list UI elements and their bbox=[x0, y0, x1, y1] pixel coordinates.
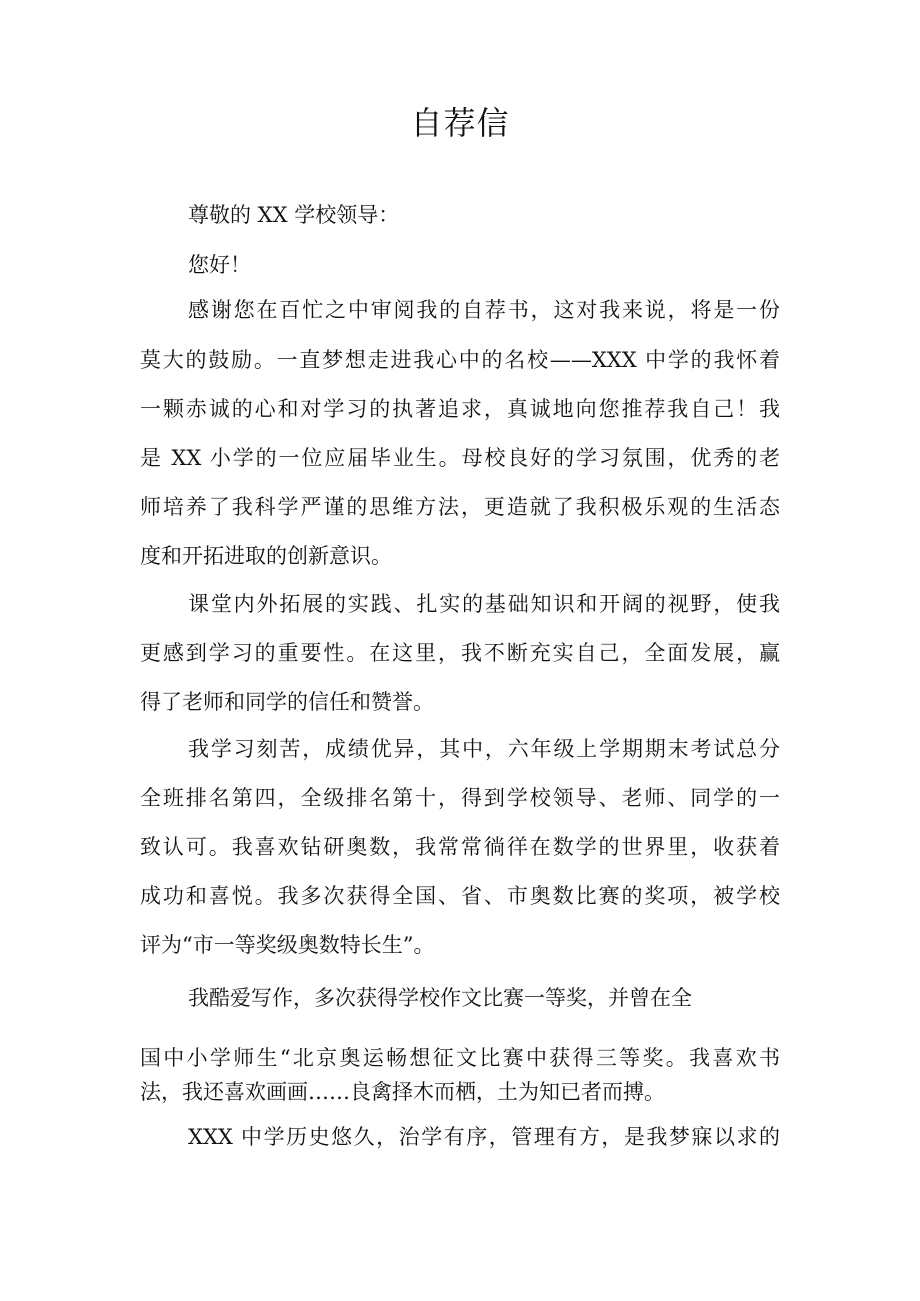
body-line: 得了老师和同学的信任和赞誉。 bbox=[140, 690, 434, 714]
body-line: XXX 中学历史悠久，治学有序，管理有方，是我梦寐以求的 bbox=[188, 1125, 780, 1149]
body-line: 师培养了我科学严谨的思维方法，更造就了我积极乐观的生活态 bbox=[140, 495, 780, 519]
body-line: 致认可。我喜欢钻研奥数，我常常徜徉在数学的世界里，收获着 bbox=[140, 835, 780, 859]
body-line: 更感到学习的重要性。在这里，我不断充实自己，全面发展，赢 bbox=[140, 641, 780, 665]
body-line: 是 XX 小学的一位应届毕业生。母校良好的学习氛围，优秀的老 bbox=[140, 446, 780, 470]
document-title: 自荐信 bbox=[410, 104, 510, 142]
greeting-line: 您好！ bbox=[188, 253, 251, 277]
body-line: 我酷爱写作，多次获得学校作文比赛一等奖，并曾在全 bbox=[188, 986, 692, 1010]
body-line: 度和开拓进取的创新意识。 bbox=[140, 544, 392, 568]
salutation-line: 尊敬的 XX 学校领导： bbox=[188, 203, 400, 227]
body-line: 课堂内外拓展的实践、扎实的基础知识和开阔的视野，使我 bbox=[188, 592, 780, 616]
body-line: 成功和喜悦。我多次获得全国、省、市奥数比赛的奖项，被学校 bbox=[140, 884, 780, 908]
body-line: 国中小学师生“北京奥运畅想征文比赛中获得三等奖。我喜欢书 bbox=[140, 1046, 780, 1070]
body-line: 莫大的鼓励。一直梦想走进我心中的名校——XXX 中学的我怀着 bbox=[140, 348, 780, 372]
body-line: 全班排名第四，全级排名第十，得到学校领导、老师、同学的一 bbox=[140, 786, 780, 810]
body-line: 评为“市一等奖级奥数特长生”。 bbox=[140, 933, 435, 957]
body-line: 我学习刻苦，成绩优异，其中，六年级上学期期末考试总分 bbox=[188, 737, 780, 761]
body-line: 一颗赤诚的心和对学习的执著追求，真诚地向您推荐我自己！我 bbox=[140, 397, 780, 421]
body-line: 感谢您在百忙之中审阅我的自荐书，这对我来说，将是一份 bbox=[188, 298, 780, 322]
body-line: 法，我还喜欢画画……良禽择木而栖，土为知已者而搏。 bbox=[140, 1080, 665, 1104]
